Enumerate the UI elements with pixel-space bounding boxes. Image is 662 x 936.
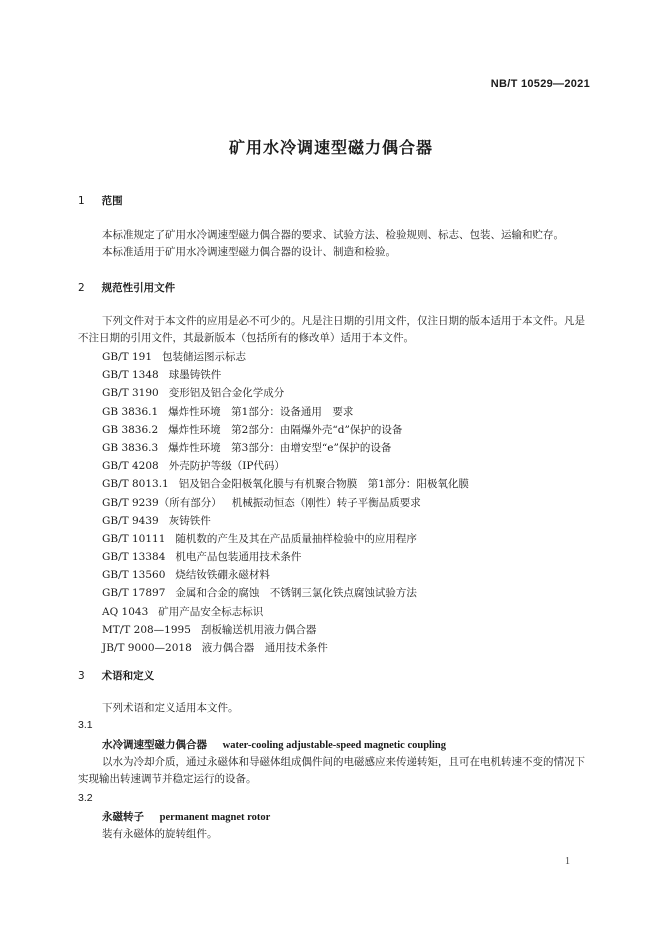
reference-code: GB/T 9239（所有部分） [102, 496, 222, 509]
reference-title: 外壳防护等级（IP代码） [168, 460, 285, 473]
reference-title: 金属和合金的腐蚀 不锈钢三氯化铁点腐蚀试验方法 [175, 587, 417, 600]
reference-item [102, 439, 469, 457]
reference-title: 爆炸性环境 第2部分：由隔爆外壳“d”保护的设备 [168, 423, 403, 436]
reference-title: 液力偶合器 通用技术条件 [201, 642, 328, 654]
page-number: 1 [565, 856, 570, 867]
reference-title: 矿用产品安全标志标识 [158, 605, 264, 618]
reference-code: GB 3836.2 [102, 423, 159, 436]
reference-title: 球墨铸铁件 [168, 369, 222, 382]
section-title: 术语和定义 [101, 670, 155, 682]
reference-item [102, 366, 469, 384]
reference-title: 随机数的产生及其在产品质量抽样检验中的应用程序 [175, 532, 417, 545]
reference-item [102, 475, 469, 493]
references-intro: 下列文件对于本文件的应用是必不可少的。凡是注日期的引用文件，仅注日期的版本适用于本文件。凡是不注日期的引用文件，其最新版本（包括所有的修改单）适用于本文件。 [78, 315, 585, 344]
section-number: 3 [78, 670, 85, 682]
reference-code: GB/T 191 [102, 351, 153, 363]
reference-item [102, 348, 469, 366]
reference-title: 变形铝及铝合金化学成分 [168, 387, 285, 400]
section-number: 1 [78, 195, 85, 207]
term-definition: 装有永磁体的旋转组件。 [102, 828, 218, 840]
term-number: 3.1 [78, 719, 93, 731]
reference-item [102, 639, 469, 657]
reference-code: AQ 1043 [102, 605, 149, 618]
reference-title: 包装储运图示标志 [162, 351, 247, 363]
reference-code: GB 3836.1 [102, 405, 159, 418]
section-number: 2 [78, 282, 85, 294]
reference-title: 灰铸铁件 [168, 514, 211, 527]
reference-code: GB/T 13560 [102, 569, 166, 582]
reference-item [102, 530, 469, 548]
reference-item [102, 603, 469, 621]
reference-code: GB/T 10111 [102, 532, 166, 545]
reference-code: GB/T 3190 [102, 387, 159, 400]
term-entry [102, 737, 446, 752]
reference-item [102, 421, 469, 439]
reference-title: 爆炸性环境 第1部分：设备通用 要求 [168, 405, 354, 418]
section-3-heading [78, 668, 154, 683]
reference-item [102, 384, 469, 402]
reference-code: GB/T 13384 [102, 551, 166, 564]
reference-item [102, 512, 469, 530]
term-definition: 以水为冷却介质，通过永磁体和导磁体组成偶件间的电磁感应来传递转矩，且可在电机转速不变的情况下实现输出转速调节并稳定运行的设备。 [78, 756, 585, 785]
standard-number: NB/T 10529—2021 [490, 78, 590, 90]
term-number: 3.2 [78, 792, 93, 804]
reference-code: GB/T 8013.1 [102, 478, 169, 491]
term-english: water-cooling adjustable-speed magnetic coupling [222, 740, 446, 751]
reference-title: 机电产品包装通用技术条件 [175, 551, 302, 564]
reference-code: MT/T 208—1995 [102, 623, 191, 636]
section-1-heading [78, 193, 123, 208]
reference-item [102, 457, 469, 475]
reference-item [102, 494, 469, 512]
reference-title: 机械振动恒态（刚性）转子平衡品质要求 [231, 496, 421, 509]
term-entry [102, 809, 270, 824]
reference-list [102, 348, 469, 657]
scope-paragraph-2: 本标准适用于矿用水冷调速型磁力偶合器的设计、制造和检验。 [102, 246, 396, 258]
reference-item [102, 403, 469, 421]
reference-code: GB/T 17897 [102, 587, 166, 600]
term-english: permanent magnet rotor [159, 812, 271, 823]
section-2-heading [78, 280, 175, 295]
reference-item [102, 548, 469, 566]
reference-title: 爆炸性环境 第3部分：由增安型“e”保护的设备 [168, 441, 392, 454]
terms-intro: 下列术语和定义适用本文件。 [102, 702, 239, 714]
term-chinese: 水冷调速型磁力偶合器 [102, 739, 207, 751]
reference-title: 刮板输送机用液力偶合器 [200, 623, 317, 636]
term-chinese: 永磁转子 [102, 811, 144, 823]
reference-item [102, 584, 469, 602]
section-title: 范围 [101, 195, 123, 207]
reference-item [102, 566, 469, 584]
scope-paragraph-1: 本标准规定了矿用水冷调速型磁力偶合器的要求、试验方法、检验规则、标志、包装、运输和贮存。 [102, 229, 564, 241]
reference-code: GB/T 1348 [102, 369, 159, 382]
reference-code: GB/T 4208 [102, 460, 159, 473]
reference-title: 铝及铝合金阳极氧化膜与有机聚合物膜 第1部分：阳极氧化膜 [178, 478, 469, 491]
reference-code: GB/T 9439 [102, 514, 159, 527]
reference-code: GB 3836.3 [102, 441, 159, 454]
document-title: 矿用水冷调速型磁力偶合器 [228, 138, 433, 157]
reference-title: 烧结钕铁硼永磁材料 [175, 569, 270, 582]
reference-item [102, 621, 469, 639]
section-title: 规范性引用文件 [101, 282, 176, 294]
reference-code: JB/T 9000—2018 [102, 642, 192, 654]
